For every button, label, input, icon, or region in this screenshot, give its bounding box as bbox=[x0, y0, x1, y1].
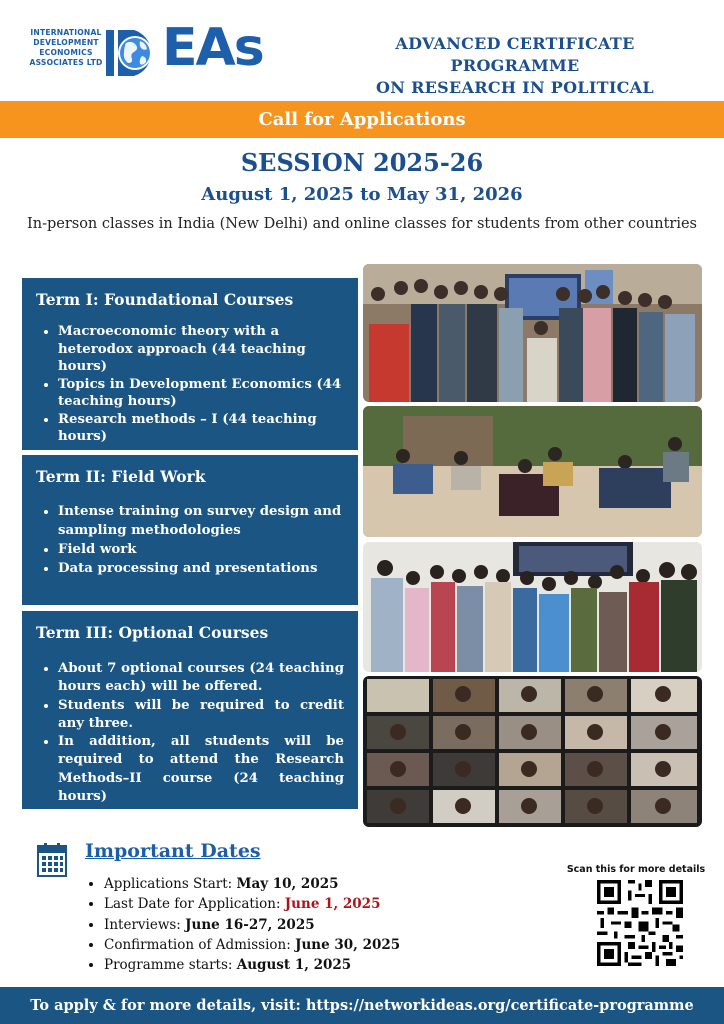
list-item bbox=[104, 935, 400, 955]
list-item: • Macroeconomic theory with a heterodox approach (44 teaching hours) bbox=[58, 323, 344, 376]
term-3-list bbox=[36, 660, 344, 806]
list-item: • About 7 optional courses (24 teaching hours each) will be offered. bbox=[58, 660, 344, 697]
fieldwork-photo bbox=[363, 406, 702, 537]
org-name-line: INTERNATIONAL bbox=[30, 28, 102, 37]
date-label: Applications Start: bbox=[104, 876, 237, 892]
list-item bbox=[104, 955, 400, 975]
online-class-photo bbox=[363, 676, 702, 827]
list-item: • Students will be required to credit any three. bbox=[58, 697, 344, 734]
logo-wordmark: EAs bbox=[162, 18, 263, 78]
group-photo-2 bbox=[363, 542, 702, 672]
term-1-box bbox=[22, 278, 358, 450]
list-item bbox=[104, 874, 400, 894]
date-label: Confirmation of Admission: bbox=[104, 936, 296, 953]
ideas-logo-globe-icon bbox=[104, 26, 166, 82]
org-name-line: ECONOMICS bbox=[39, 48, 93, 57]
list-item bbox=[104, 894, 400, 914]
list-item: • Topics in Development Economics (44 teaching hours) bbox=[58, 376, 344, 411]
list-item: • Field work bbox=[58, 540, 344, 559]
term-2-title: Term II: Field Work bbox=[36, 467, 206, 486]
org-name bbox=[20, 28, 112, 68]
term-1-title: Term I: Foundational Courses bbox=[36, 290, 294, 309]
footer-apply-link[interactable]: To apply & for more details, visit: https://networkideas.org/certificate-programme bbox=[0, 987, 724, 1024]
session-dates: August 1, 2025 to May 31, 2026 bbox=[201, 184, 523, 205]
list-item: • Data processing and presentations bbox=[58, 559, 344, 578]
org-name-line: DEVELOPMENT bbox=[33, 38, 99, 47]
programme-title-line: ON RESEARCH IN POLITICAL bbox=[376, 78, 654, 97]
list-item: • Intense training on survey design and sampling methodologies bbox=[58, 502, 344, 540]
term-1-list bbox=[36, 323, 344, 446]
date-label: Programme starts: bbox=[104, 957, 237, 974]
list-item: • In addition, all students will be required to attend the Research Methods–II course (24 teaching hours) bbox=[58, 733, 344, 806]
qr-code-icon[interactable] bbox=[597, 880, 683, 966]
session-title: SESSION 2025-26 bbox=[240, 148, 484, 177]
term-3-title: Term III: Optional Courses bbox=[36, 623, 269, 642]
list-item bbox=[104, 915, 400, 935]
term-2-box bbox=[22, 455, 358, 605]
term-3-box bbox=[22, 611, 358, 809]
qr-caption: Scan this for more details bbox=[566, 864, 706, 875]
list-item: • Research methods – I (44 teaching hours) bbox=[58, 411, 344, 446]
date-value: August 1, 2025 bbox=[236, 957, 352, 974]
calendar-icon bbox=[37, 843, 67, 877]
important-dates-title: Important Dates bbox=[85, 840, 261, 862]
date-value: May 10, 2025 bbox=[236, 876, 339, 892]
deadline-date-value: June 1, 2025 bbox=[284, 896, 381, 913]
date-value: June 30, 2025 bbox=[295, 936, 401, 953]
term-2-list bbox=[36, 502, 344, 578]
org-name-line: ASSOCIATES LTD bbox=[29, 58, 103, 67]
class-mode-text: In-person classes in India (New Delhi) and online classes for students from other countries bbox=[27, 216, 697, 232]
date-label: Last Date for Application: bbox=[104, 896, 285, 913]
date-value: June 16-27, 2025 bbox=[185, 916, 315, 933]
group-photo-1 bbox=[363, 264, 702, 402]
date-label: Interviews: bbox=[104, 916, 186, 933]
call-for-applications-banner: Call for Applications bbox=[0, 101, 724, 138]
important-dates-list bbox=[88, 874, 400, 975]
programme-title-line: ADVANCED CERTIFICATE PROGRAMME bbox=[395, 34, 635, 75]
